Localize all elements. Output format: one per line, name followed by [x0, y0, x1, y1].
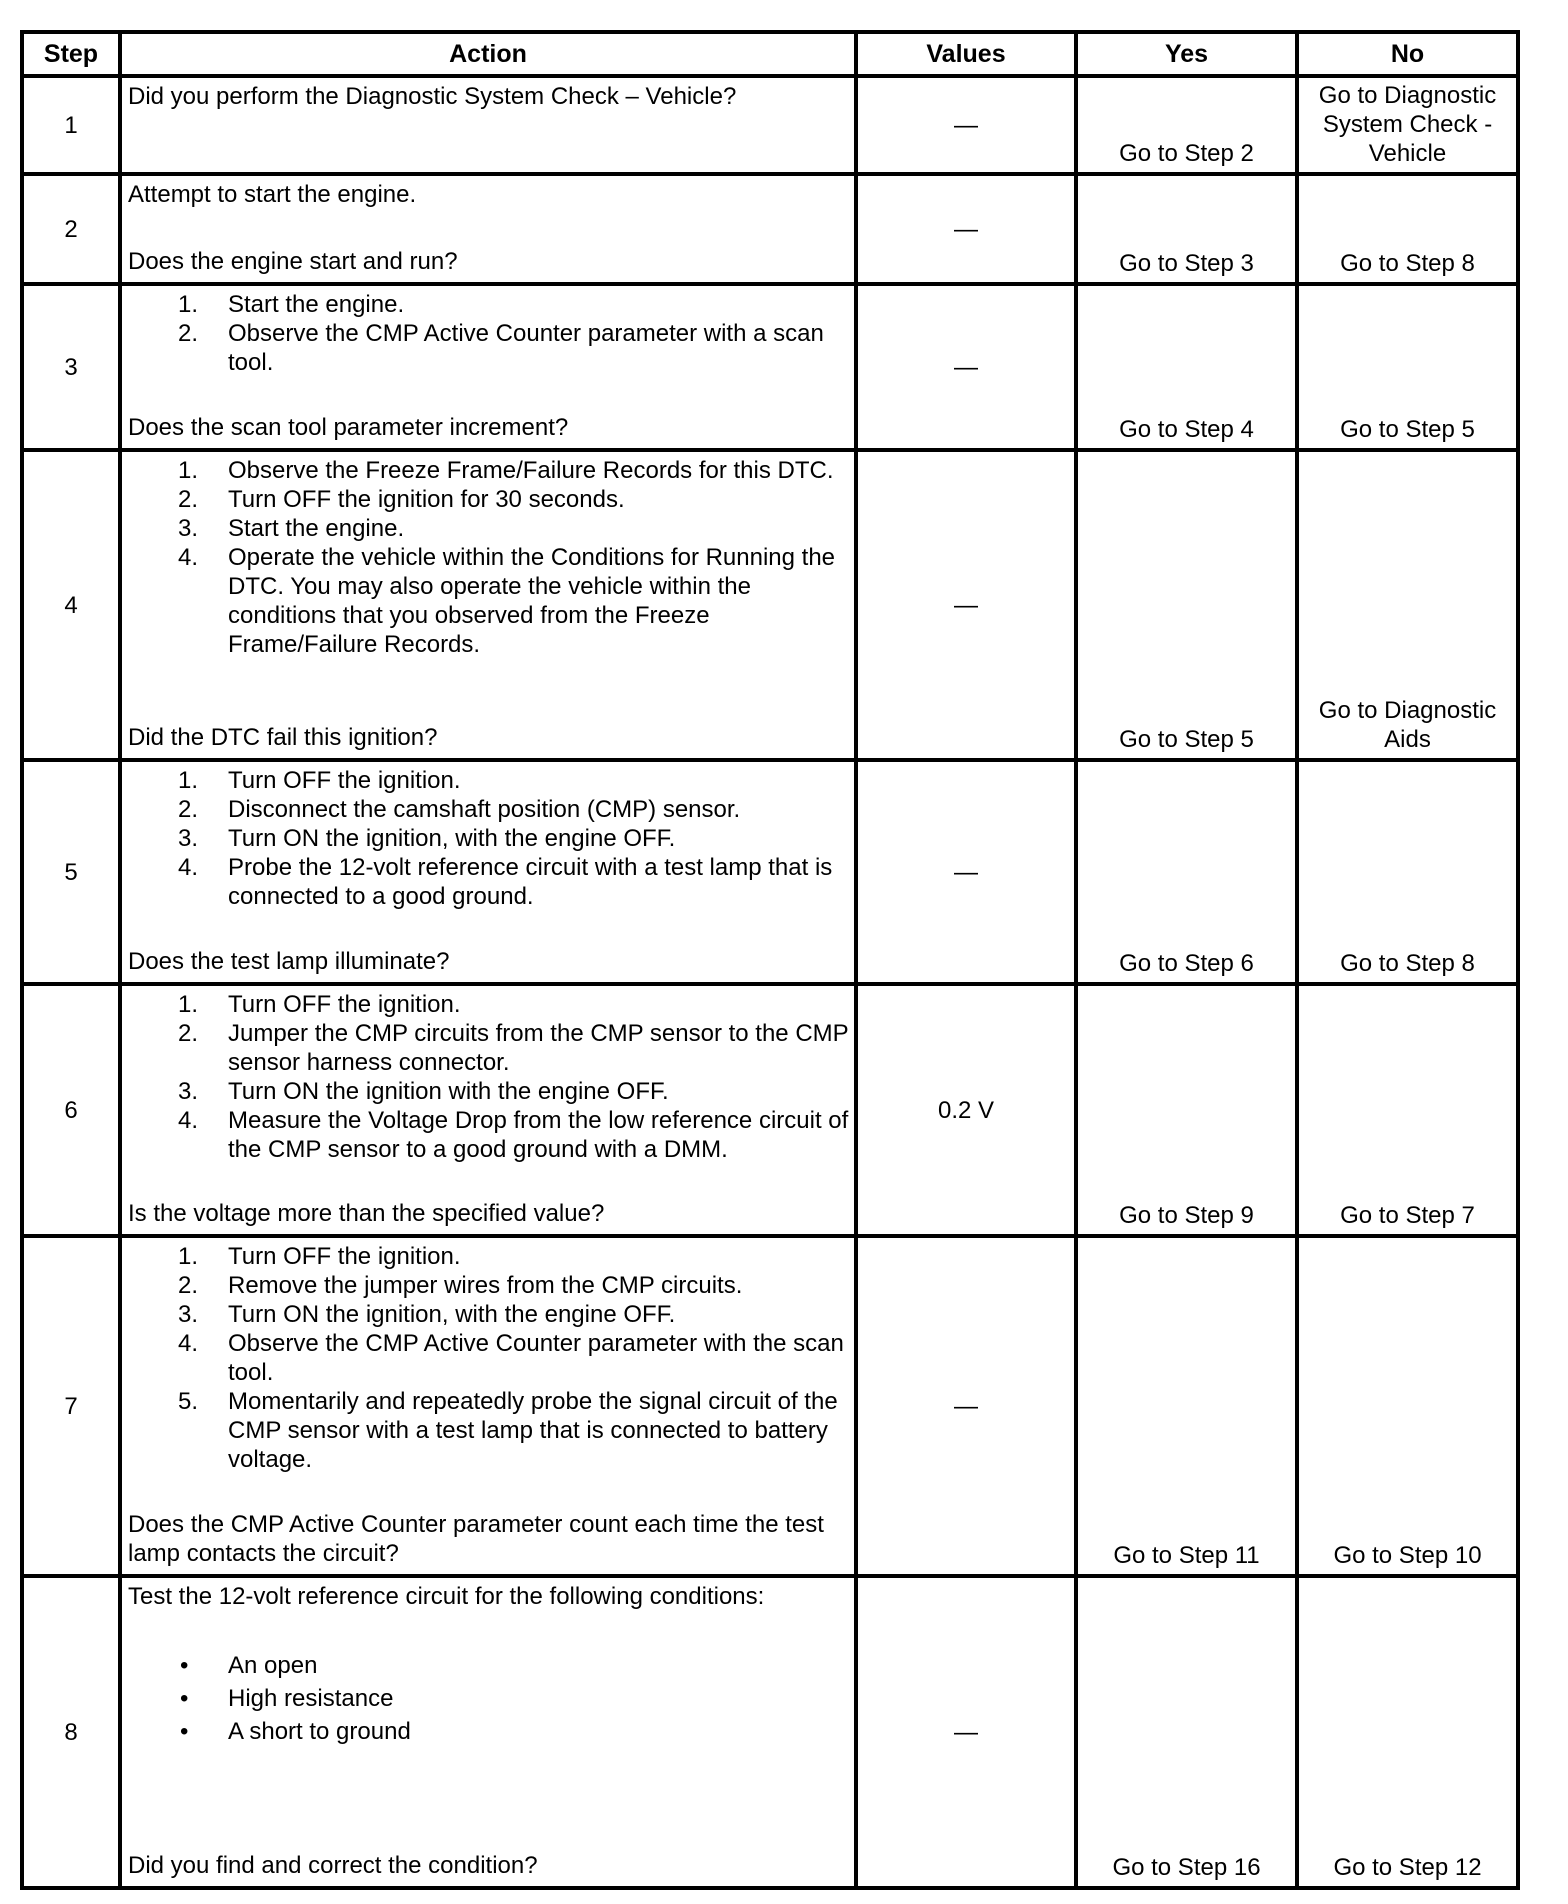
- action-cell: [120, 984, 856, 1236]
- list-item: 4. Operate the vehicle within the Conditions for Running the DTC. You may also operate the vehicle within the conditions that you observed from the Freeze Frame/Failure Records.: [178, 544, 836, 658]
- yes-cell: Go to Step 11: [1076, 1236, 1297, 1576]
- action-steps: [128, 1242, 850, 1474]
- list-item: • High resistance: [180, 1685, 394, 1712]
- list-item: 1. Observe the Freeze Frame/Failure Records for this DTC.: [178, 457, 834, 484]
- table-row: [22, 984, 1518, 1236]
- step-number: 2: [22, 174, 120, 284]
- list-item: 1. Turn OFF the ignition.: [178, 1243, 461, 1270]
- header-no: No: [1297, 32, 1518, 76]
- action-cell: [120, 1236, 856, 1576]
- yes-cell: Go to Step 2: [1076, 76, 1297, 174]
- step-number: 5: [22, 760, 120, 984]
- list-item: 2. Remove the jumper wires from the CMP circuits.: [178, 1272, 743, 1299]
- list-item: 3. Turn ON the ignition, with the engine OFF.: [178, 1301, 676, 1328]
- header-step: Step: [22, 32, 120, 76]
- action-steps: [128, 990, 850, 1164]
- action-question: Did the DTC fail this ignition?: [128, 724, 438, 751]
- no-cell: Go to Step 12: [1297, 1576, 1518, 1888]
- list-item: 5. Momentarily and repeatedly probe the signal circuit of the CMP sensor with a test lamp that is connected to battery voltage.: [178, 1388, 838, 1473]
- action-cell: [120, 1576, 856, 1888]
- list-item: 3. Turn ON the ignition, with the engine OFF.: [178, 825, 676, 852]
- table-row: [22, 1576, 1518, 1888]
- header-yes: Yes: [1076, 32, 1297, 76]
- no-cell: Go to Step 8: [1297, 174, 1518, 284]
- table-row: [22, 76, 1518, 174]
- action-cell: [120, 760, 856, 984]
- no-cell: Go to Step 8: [1297, 760, 1518, 984]
- no-cell: Go to Step 5: [1297, 284, 1518, 450]
- list-item: 1. Turn OFF the ignition.: [178, 767, 461, 794]
- list-item: 4. Measure the Voltage Drop from the low reference circuit of the CMP sensor to a good ground with a DMM.: [178, 1107, 849, 1163]
- table-row: [22, 284, 1518, 450]
- table-row: [22, 450, 1518, 760]
- yes-cell: Go to Step 4: [1076, 284, 1297, 450]
- yes-cell: Go to Step 9: [1076, 984, 1297, 1236]
- header-values: Values: [856, 32, 1076, 76]
- table-row: [22, 1236, 1518, 1576]
- diagnostic-table: [20, 30, 1520, 1890]
- action-question: Does the CMP Active Counter parameter count each time the test lamp contacts the circuit?: [128, 1511, 824, 1567]
- value-cell: —: [856, 284, 1076, 450]
- list-item: • A short to ground: [180, 1718, 411, 1745]
- action-question: Did you perform the Diagnostic System Check – Vehicle?: [128, 83, 737, 110]
- no-cell: Go to Step 10: [1297, 1236, 1518, 1576]
- action-question: Did you find and correct the condition?: [128, 1852, 538, 1879]
- action-cell: [120, 174, 856, 284]
- action-question: Is the voltage more than the specified value?: [128, 1200, 605, 1227]
- list-item: 4. Probe the 12-volt reference circuit with a test lamp that is connected to a good ground.: [178, 854, 833, 910]
- step-number: 7: [22, 1236, 120, 1576]
- list-item: • An open: [180, 1652, 318, 1679]
- action-question: Does the scan tool parameter increment?: [128, 414, 569, 441]
- table-row: [22, 174, 1518, 284]
- no-cell: Go to Diagnostic System Check - Vehicle: [1297, 76, 1518, 174]
- action-instruction: Test the 12-volt reference circuit for the following conditions:: [128, 1583, 765, 1610]
- step-number: 1: [22, 76, 120, 174]
- value-cell: —: [856, 76, 1076, 174]
- value-cell: —: [856, 1236, 1076, 1576]
- action-steps: [128, 290, 850, 377]
- step-number: 4: [22, 450, 120, 760]
- action-cell: [120, 76, 856, 174]
- list-item: 2. Turn OFF the ignition for 30 seconds.: [178, 486, 625, 513]
- value-cell: —: [856, 174, 1076, 284]
- yes-cell: Go to Step 3: [1076, 174, 1297, 284]
- condition-list: [128, 1651, 850, 1746]
- action-instruction: Attempt to start the engine.: [128, 181, 417, 208]
- value-cell: —: [856, 760, 1076, 984]
- action-steps: [128, 456, 850, 659]
- action-question: Does the test lamp illuminate?: [128, 948, 450, 975]
- step-number: 3: [22, 284, 120, 450]
- no-cell: Go to Diagnostic Aids: [1297, 450, 1518, 760]
- value-cell: 0.2 V: [856, 984, 1076, 1236]
- step-number: 8: [22, 1576, 120, 1888]
- action-steps: [128, 766, 850, 911]
- step-number: 6: [22, 984, 120, 1236]
- yes-cell: Go to Step 5: [1076, 450, 1297, 760]
- yes-cell: Go to Step 16: [1076, 1576, 1297, 1888]
- action-cell: [120, 450, 856, 760]
- list-item: 1. Start the engine.: [178, 291, 405, 318]
- header-row: [22, 32, 1518, 76]
- value-cell: —: [856, 1576, 1076, 1888]
- list-item: 4. Observe the CMP Active Counter parameter with the scan tool.: [178, 1330, 844, 1386]
- action-question: Does the engine start and run?: [128, 248, 458, 275]
- list-item: 1. Turn OFF the ignition.: [178, 991, 461, 1018]
- yes-cell: Go to Step 6: [1076, 760, 1297, 984]
- action-cell: [120, 284, 856, 450]
- list-item: 2. Observe the CMP Active Counter parameter with a scan tool.: [178, 320, 824, 376]
- header-action: Action: [120, 32, 856, 76]
- list-item: 2. Disconnect the camshaft position (CMP) sensor.: [178, 796, 741, 823]
- value-cell: —: [856, 450, 1076, 760]
- list-item: 2. Jumper the CMP circuits from the CMP sensor to the CMP sensor harness connector.: [178, 1020, 849, 1076]
- list-item: 3. Turn ON the ignition with the engine OFF.: [178, 1078, 669, 1105]
- no-cell: Go to Step 7: [1297, 984, 1518, 1236]
- table-row: [22, 760, 1518, 984]
- list-item: 3. Start the engine.: [178, 515, 405, 542]
